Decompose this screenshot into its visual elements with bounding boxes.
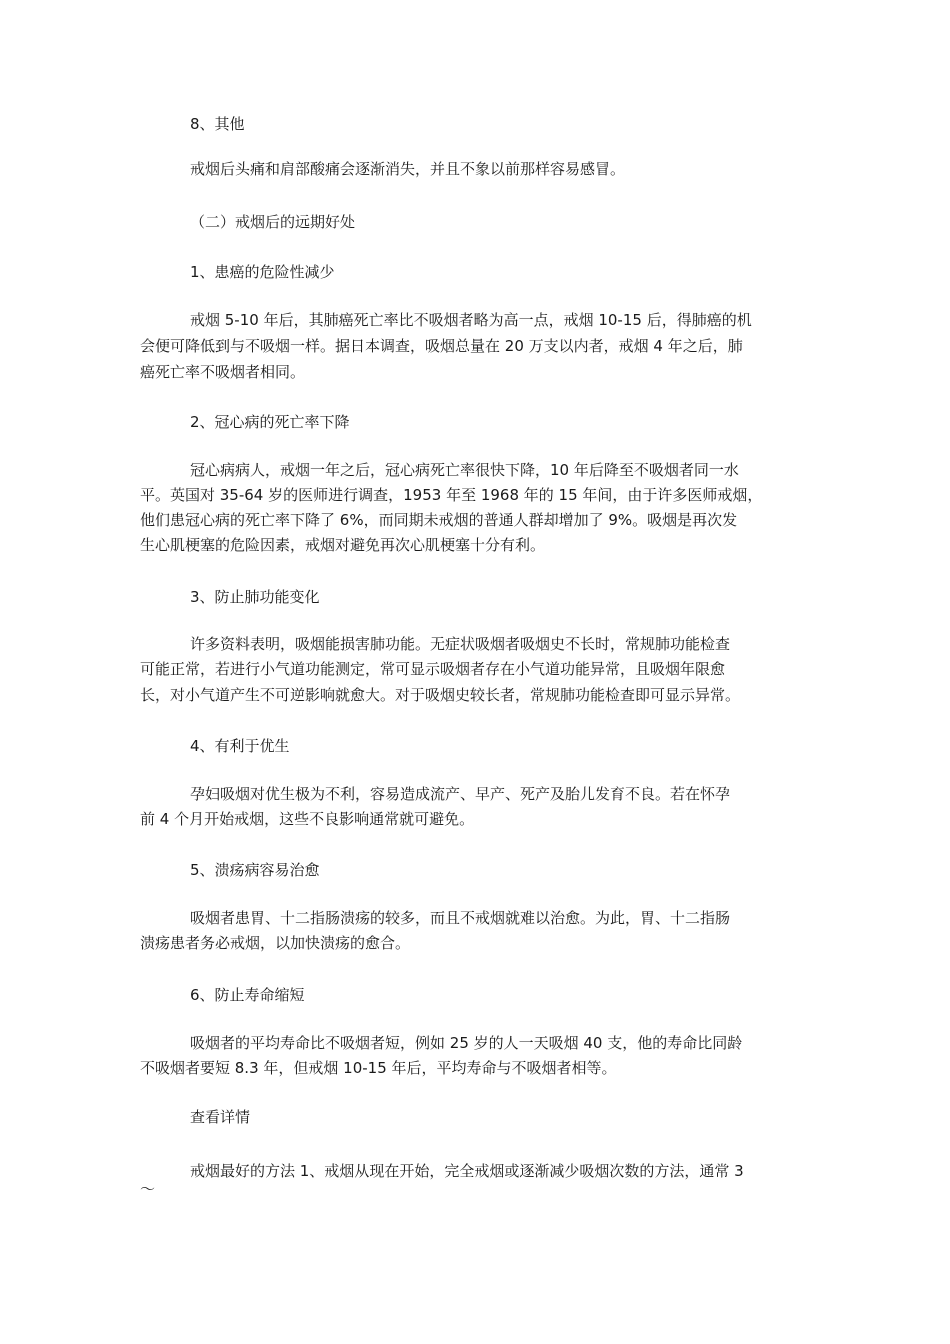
paragraph-methods-cutoff	[140, 1187, 162, 1199]
paragraph-cancer-line-3: 癌死亡率不吸烟者相同。	[140, 363, 306, 381]
paragraph-heart-line-3: 他们患冠心病的死亡率下降了 6%，而同期未戒烟的普通人群却增加了 9%。吸烟是再次发	[140, 511, 738, 529]
heading-ulcer: 5、溃疡病容易治愈	[190, 861, 320, 879]
paragraph-cancer-line-1: 戒烟 5-10 年后，其肺癌死亡率比不吸烟者略为高一点，戒烟 10-15 后，得肺癌的机	[190, 311, 752, 329]
paragraph-lung-line-2: 可能正常，若进行小气道功能测定，常可显示吸烟者存在小气道功能异常，且吸烟年限愈	[140, 660, 726, 678]
paragraph-ulcer-line-1: 吸烟者患胃、十二指肠溃疡的较多，而且不戒烟就难以治愈。为此，胃、十二指肠	[190, 909, 731, 927]
paragraph-methods-line-2: ～	[140, 1187, 156, 1198]
paragraph-heart-line-1: 冠心病病人，戒烟一年之后，冠心病死亡率很快下降，10 年后降至不吸烟者同一水	[190, 461, 739, 479]
heading-other: 8、其他	[190, 115, 245, 133]
heading-cancer-risk: 1、患癌的危险性减少	[190, 263, 335, 281]
paragraph-lung-line-1: 许多资料表明，吸烟能损害肺功能。无症状吸烟者吸烟史不长时，常规肺功能检查	[190, 635, 731, 653]
paragraph-heart-line-2: 平。英国对 35-64 岁的医师进行调查，1953 年至 1968 年的 15 年间，由于许多医师戒烟，	[140, 486, 763, 504]
paragraph-cancer-line-2: 会便可降低到与不吸烟一样。据日本调查，吸烟总量在 20 万支以内者，戒烟 4 年之后，肺	[140, 337, 743, 355]
paragraph-ulcer-line-2: 溃疡患者务必戒烟，以加快溃疡的愈合。	[140, 934, 411, 952]
paragraph-heart-line-4: 生心肌梗塞的危险因素，戒烟对避免再次心肌梗塞十分有利。	[140, 536, 546, 554]
heading-eugenics: 4、有利于优生	[190, 737, 290, 755]
paragraph-lifespan-line-2: 不吸烟者要短 8.3 年，但戒烟 10-15 年后，平均寿命与不吸烟者相等。	[140, 1059, 617, 1077]
section-title-long-term: （二）戒烟后的远期好处	[190, 213, 356, 231]
heading-lifespan: 6、防止寿命缩短	[190, 986, 305, 1004]
paragraph-eugenics-line-1: 孕妇吸烟对优生极为不利，容易造成流产、早产、死产及胎儿发育不良。若在怀孕	[190, 785, 731, 803]
heading-lung-function: 3、防止肺功能变化	[190, 588, 320, 606]
paragraph-other: 戒烟后头痛和肩部酸痛会逐渐消失，并且不象以前那样容易感冒。	[190, 160, 626, 178]
paragraph-lung-line-3: 长，对小气道产生不可逆影响就愈大。对于吸烟史较长者，常规肺功能检查即可显示异常。	[140, 686, 741, 704]
view-details-link[interactable]: 查看详情	[190, 1108, 251, 1126]
paragraph-eugenics-line-2: 前 4 个月开始戒烟，这些不良影响通常就可避免。	[140, 810, 475, 828]
paragraph-lifespan-line-1: 吸烟者的平均寿命比不吸烟者短，例如 25 岁的人一天吸烟 40 支，他的寿命比同龄	[190, 1034, 743, 1052]
paragraph-methods-line-1: 戒烟最好的方法 1、戒烟从现在开始，完全戒烟或逐渐减少吸烟次数的方法，通常 3	[190, 1162, 744, 1180]
heading-heart-disease: 2、冠心病的死亡率下降	[190, 413, 350, 431]
